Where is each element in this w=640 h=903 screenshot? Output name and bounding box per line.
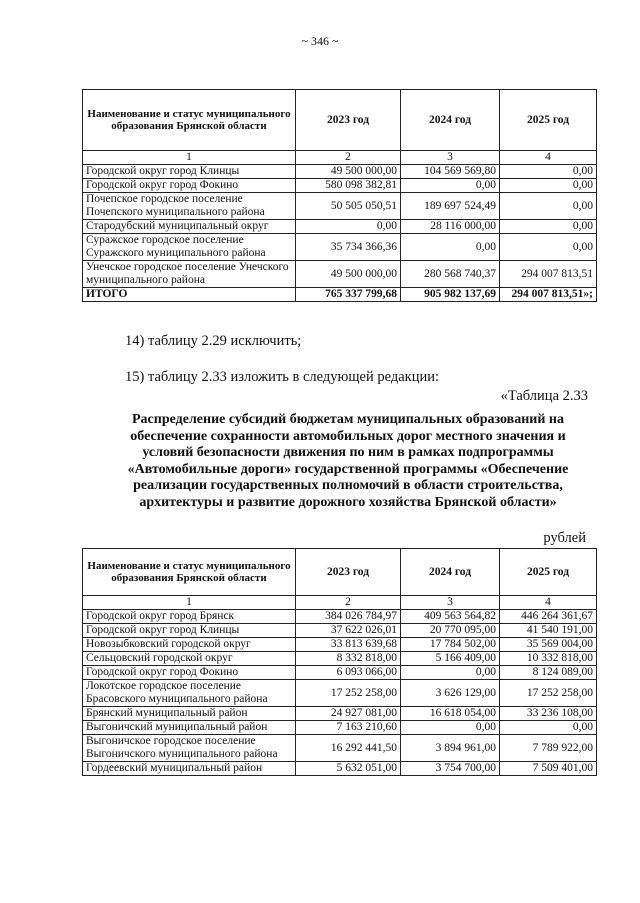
value-2025: 0,00 xyxy=(500,234,597,261)
municipality-name: Новозыбковский городской округ xyxy=(83,638,296,652)
table-row xyxy=(83,638,597,652)
value-2023: 24 927 081,00 xyxy=(296,707,401,721)
header-2024: 2024 год xyxy=(401,549,500,596)
value-2024: 20 770 095,00 xyxy=(401,624,500,638)
column-index: 4 xyxy=(500,596,597,610)
value-2024: 16 618 054,00 xyxy=(401,707,500,721)
header-2023: 2023 год xyxy=(296,90,401,151)
municipality-name: Выгоничский муниципальный район xyxy=(83,721,296,735)
value-2025: 35 569 004,00 xyxy=(500,638,597,652)
table-row xyxy=(83,220,597,234)
value-2023: 6 093 066,00 xyxy=(296,666,401,680)
value-2023: 49 500 000,00 xyxy=(296,165,401,179)
total-2024: 905 982 137,69 xyxy=(401,288,500,302)
value-2023: 35 734 366,36 xyxy=(296,234,401,261)
table-row xyxy=(83,666,597,680)
value-2023: 580 098 382,81 xyxy=(296,179,401,193)
column-index-row xyxy=(83,596,597,610)
municipality-name: Выгоничское городское поселение Выгоничского муниципального района xyxy=(83,735,296,762)
value-2023: 50 505 050,51 xyxy=(296,193,401,220)
unit-label: рублей xyxy=(543,530,586,546)
municipality-name: Локотское городское поселение Брасовского муниципального района xyxy=(83,680,296,707)
value-2024: 0,00 xyxy=(401,179,500,193)
table-row xyxy=(83,179,597,193)
value-2025: 0,00 xyxy=(500,721,597,735)
value-2025: 17 252 258,00 xyxy=(500,680,597,707)
table-row xyxy=(83,721,597,735)
total-2023: 765 337 799,68 xyxy=(296,288,401,302)
value-2024: 189 697 524,49 xyxy=(401,193,500,220)
table-title: Распределение субсидий бюджетам муниципальных образований на обеспечение сохранности автомобильных дорог местного значения и условий безопасности движения по ним в рамках подпрограммы «Автомобильные дороги» государственной программы «Обеспечение реализации государственных полномочий в области строительства, архитектуры и развитие дорожного хозяйства Брянской области» xyxy=(127,412,569,510)
column-index: 3 xyxy=(401,151,500,165)
municipality-name: Унечское городское поселение Унечского муниципального района xyxy=(83,261,296,288)
value-2024: 280 568 740,37 xyxy=(401,261,500,288)
table-row xyxy=(83,652,597,666)
item-14-exclude-table: 14) таблицу 2.29 исключить; xyxy=(125,333,302,349)
table-row xyxy=(83,261,597,288)
value-2023: 5 632 051,00 xyxy=(296,762,401,776)
municipality-name: Городской округ город Фокино xyxy=(83,666,296,680)
column-index: 2 xyxy=(296,596,401,610)
municipality-name: Брянский муниципальный район xyxy=(83,707,296,721)
table-row xyxy=(83,193,597,220)
value-2024: 0,00 xyxy=(401,721,500,735)
total-row xyxy=(83,288,597,302)
table-row xyxy=(83,234,597,261)
value-2025: 7 789 922,00 xyxy=(500,735,597,762)
value-2024: 3 754 700,00 xyxy=(401,762,500,776)
value-2023: 49 500 000,00 xyxy=(296,261,401,288)
table-row xyxy=(83,735,597,762)
municipality-name: Городской округ город Брянск xyxy=(83,610,296,624)
table-row xyxy=(83,762,597,776)
value-2024: 5 166 409,00 xyxy=(401,652,500,666)
item-15-amend-table: 15) таблицу 2.33 изложить в следующей редакции: xyxy=(125,369,440,385)
table-row xyxy=(83,610,597,624)
value-2023: 8 332 818,00 xyxy=(296,652,401,666)
value-2025: 294 007 813,51 xyxy=(500,261,597,288)
municipality-name: Стародубский муниципальный округ xyxy=(83,220,296,234)
page-number: ~ 346 ~ xyxy=(301,34,339,48)
municipality-name: Суражское городское поселение Суражского муниципального района xyxy=(83,234,296,261)
municipality-name: Сельцовский городской округ xyxy=(83,652,296,666)
value-2023: 37 622 026,01 xyxy=(296,624,401,638)
total-2025: 294 007 813,51»; xyxy=(500,288,597,302)
table-row xyxy=(83,680,597,707)
value-2024: 104 569 569,80 xyxy=(401,165,500,179)
column-index: 2 xyxy=(296,151,401,165)
value-2025: 41 540 191,00 xyxy=(500,624,597,638)
value-2024: 0,00 xyxy=(401,666,500,680)
municipality-name: Гордеевский муниципальный район xyxy=(83,762,296,776)
header-2023: 2023 год xyxy=(296,549,401,596)
value-2025: 0,00 xyxy=(500,165,597,179)
subsidy-table-2-33 xyxy=(82,548,597,776)
header-2025: 2025 год xyxy=(500,549,597,596)
municipality-name: Почепское городское поселение Почепского муниципального района xyxy=(83,193,296,220)
value-2023: 16 292 441,50 xyxy=(296,735,401,762)
value-2024: 17 784 502,00 xyxy=(401,638,500,652)
municipality-name: Городской округ город Клинцы xyxy=(83,624,296,638)
subsidy-table-continued xyxy=(82,89,597,302)
value-2024: 409 563 564,82 xyxy=(401,610,500,624)
value-2024: 3 626 129,00 xyxy=(401,680,500,707)
value-2023: 33 813 639,68 xyxy=(296,638,401,652)
table-label: «Таблица 2.33 xyxy=(500,388,588,404)
municipality-name: Городской округ город Фокино xyxy=(83,179,296,193)
value-2025: 33 236 108,00 xyxy=(500,707,597,721)
value-2024: 0,00 xyxy=(401,234,500,261)
header-municipality: Наименование и статус муниципального образования Брянской области xyxy=(83,90,296,151)
header-municipality: Наименование и статус муниципального образования Брянской области xyxy=(83,549,296,596)
value-2025: 0,00 xyxy=(500,220,597,234)
header-2024: 2024 год xyxy=(401,90,500,151)
total-label: ИТОГО xyxy=(83,288,296,302)
column-index: 4 xyxy=(500,151,597,165)
value-2024: 28 116 000,00 xyxy=(401,220,500,234)
table-row xyxy=(83,624,597,638)
table-row xyxy=(83,707,597,721)
value-2025: 446 264 361,67 xyxy=(500,610,597,624)
value-2025: 0,00 xyxy=(500,179,597,193)
value-2023: 0,00 xyxy=(296,220,401,234)
value-2023: 7 163 210,60 xyxy=(296,721,401,735)
value-2023: 17 252 258,00 xyxy=(296,680,401,707)
value-2025: 10 332 818,00 xyxy=(500,652,597,666)
value-2025: 0,00 xyxy=(500,193,597,220)
column-index: 1 xyxy=(83,151,296,165)
municipality-name: Городской округ город Клинцы xyxy=(83,165,296,179)
value-2025: 8 124 089,00 xyxy=(500,666,597,680)
value-2023: 384 026 784,97 xyxy=(296,610,401,624)
column-index-row xyxy=(83,151,597,165)
value-2025: 7 509 401,00 xyxy=(500,762,597,776)
value-2024: 3 894 961,00 xyxy=(401,735,500,762)
column-index: 1 xyxy=(83,596,296,610)
table-row xyxy=(83,165,597,179)
column-index: 3 xyxy=(401,596,500,610)
header-2025: 2025 год xyxy=(500,90,597,151)
